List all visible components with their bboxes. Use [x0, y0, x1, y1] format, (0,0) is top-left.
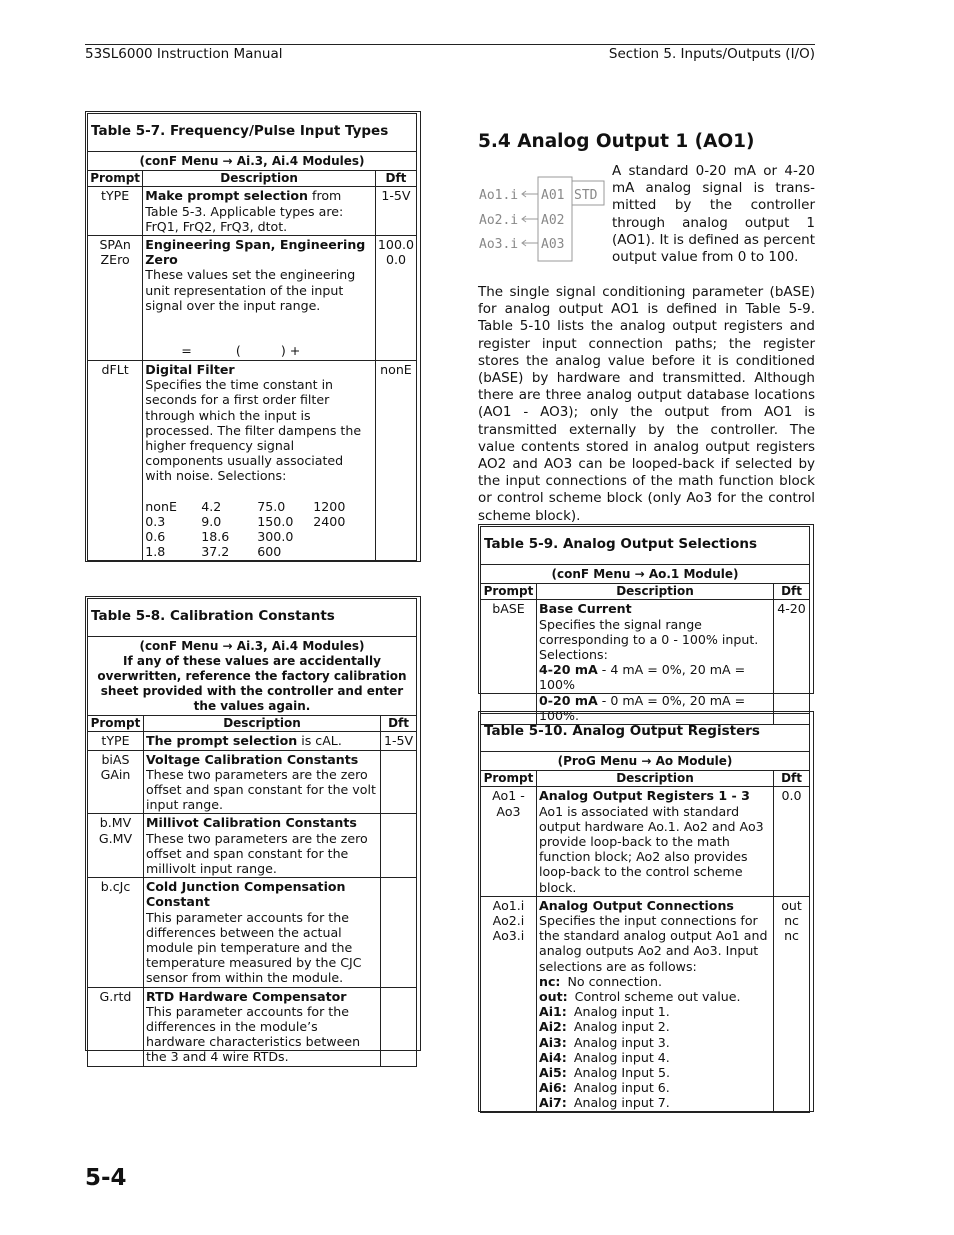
- prompt-cell: tYPE: [88, 187, 143, 236]
- default-cell: [381, 750, 417, 814]
- connection-option: nc: No connection.: [538, 973, 662, 989]
- header-section-title: Section 5. Inputs/Outputs (I/O): [608, 46, 815, 62]
- prompt-cell: b.MV G.MV: [88, 814, 144, 878]
- default-cell: 100.0 0.0: [375, 236, 416, 361]
- description-cell: Base Current Specifies the signal range corresponding to a 0 - 100% input. Selections: 4-20 mA - 4 mA = 0%, 20 mA = 100% 0-20 mA - 0 mA = 0%, 20 mA = 100%.: [536, 600, 773, 725]
- filter-option: 9.0: [201, 513, 222, 529]
- filter-option: 2400: [313, 513, 346, 529]
- filter-option: [313, 544, 369, 559]
- default-cell: 1-5V: [375, 187, 416, 236]
- table-row: [88, 750, 417, 814]
- col-description: Description: [143, 716, 380, 732]
- col-default: Dft: [375, 171, 416, 187]
- description-cell: Cold Junction Compensation Constant This parameter accounts for the differences between the actual module pin temperature and the temperature measured by the CJC sensor from within the module.: [143, 878, 380, 987]
- col-description: Description: [536, 771, 773, 787]
- description-cell: RTD Hardware Compensator This parameter accounts for the differences in the module’s hardware characteristics between the 3 and 4 wire RTDs.: [143, 987, 380, 1066]
- table-context: (ProG Menu → Ao Module): [481, 752, 810, 771]
- section-title: 5.4 Analog Output 1 (AO1): [478, 131, 755, 152]
- description-cell: Analog Output Connections Specifies the input connections for the standard analog output Ao1 and analog outputs Ao2 and Ao3. Input selections are as follows: nc: No connection. out: Control scheme out value. Ai1: Analog input 1. Ai2: Analog input 2. Ai3: Analog input 3. Ai4: Analog input 4. Ai5: Analog Input 5. Ai6: Analog input 6. Ai7: Analog input 7.: [536, 896, 773, 1112]
- prompt-cell: b.cJc: [88, 878, 144, 987]
- prompt-cell: SPAn ZEro: [88, 236, 143, 361]
- fig-block-label: A03: [541, 237, 565, 252]
- description-cell: Digital Filter Specifies the time constant in seconds for a first order filter through which the input is processed. The filter dampens the higher frequency signal components usually associated with noise. Selections: nonE 4.2 75.0 1200 0.3 9.0 150.0 2400 0.6 18.6 300.0 1.8 37.2 600: [143, 361, 376, 561]
- table-caption: Table 5-8. Calibration Constants: [88, 599, 417, 637]
- connection-option: Ai5: Analog Input 5.: [538, 1065, 671, 1081]
- col-default: Dft: [381, 716, 417, 732]
- table-row: [481, 896, 810, 1112]
- connection-option: Ai4: Analog input 4.: [538, 1049, 670, 1065]
- table-context: (conF Menu → Ai.3, Ai.4 Modules) If any of these values are accidentally overwritten, reference the factory calibration sheet provided with the controller and enter the values again.: [88, 637, 417, 716]
- prompt-cell: bASE: [481, 600, 537, 725]
- description-cell: Millivot Calibration Constants These two parameters are the zero offset and span constant for the millivolt input range.: [143, 814, 380, 878]
- col-prompt: Prompt: [88, 171, 143, 187]
- span-formula: = ( ) +: [181, 343, 301, 359]
- description-cell: Analog Output Registers 1 - 3 Ao1 is associated with standard output hardware Ao.1. Ao2 and Ao3 provide loop-back to the math function block; Ao2 also provides loop-back to the control scheme block.: [536, 787, 773, 896]
- section-intro: A standard 0-20 mA or 4-20 mA analog signal is trans-mitted by the controller through analog output 1 (AO1). It is defined as percent output value from 0 to 100.: [612, 163, 815, 266]
- default-cell: [381, 878, 417, 987]
- prompt-cell: G.rtd: [88, 987, 144, 1066]
- filter-option: 0.6: [145, 529, 166, 545]
- table-row: [88, 987, 417, 1066]
- table-caption: Table 5-10. Analog Output Registers: [481, 714, 810, 752]
- filter-selections: [145, 499, 373, 560]
- default-cell: out nc nc: [774, 896, 810, 1112]
- col-description: Description: [143, 171, 376, 187]
- table-row: [481, 787, 810, 896]
- default-cell: 1-5V: [381, 732, 417, 750]
- section-paragraph: The single signal conditioning parameter (bASE) for analog output AO1 is defined in Table 5-9. Table 5-10 lists the analog output registers and register input connection paths; the register stores the analog value before it is conditioned (bASE) by hardware and transmitted. Although there are three analog output database locations (AO1 - AO3); only the output from AO1 is transmitted externally by the controller. The value contents stored in analog output registers AO2 and AO3 can be looped-back if selected by the input connections of the math function block or control scheme block (only Ao3 for the control scheme block).: [478, 284, 815, 524]
- default-cell: [381, 814, 417, 878]
- table-row: [88, 361, 417, 561]
- connection-option: Ai6: Analog input 6.: [538, 1080, 670, 1096]
- fig-std-label: STD: [574, 188, 598, 203]
- page-number: 5-4: [85, 1165, 127, 1191]
- running-header: [85, 44, 815, 63]
- description-cell: The prompt selection is cAL.: [143, 732, 380, 750]
- fig-block-label: A01: [541, 188, 565, 203]
- description-cell: Make prompt selection from Table 5-3. Applicable types are: FrQ1, FrQ2, FrQ3, dtot.: [143, 187, 376, 236]
- col-default: Dft: [774, 771, 810, 787]
- connection-list: [539, 974, 771, 1111]
- filter-option: 1.8: [145, 544, 166, 560]
- prompt-cell: Ao1.i Ao2.i Ao3.i: [481, 896, 537, 1112]
- fig-block-label: A02: [541, 213, 565, 228]
- fig-input-label: Ao1.i: [479, 188, 519, 203]
- filter-option: nonE: [145, 498, 177, 514]
- table-row: [88, 187, 417, 236]
- analog-output-diagram: [478, 175, 606, 263]
- table-row: [88, 878, 417, 987]
- prompt-cell: biAS GAin: [88, 750, 144, 814]
- table-row: [481, 600, 810, 725]
- filter-option: 37.2: [201, 544, 230, 560]
- filter-option: 150.0: [257, 513, 294, 529]
- connection-option: Ai7: Analog input 7.: [538, 1095, 670, 1111]
- filter-option: 75.0: [257, 498, 286, 514]
- table-5-10: [480, 713, 810, 1113]
- connection-option: Ai3: Analog input 3.: [538, 1034, 670, 1050]
- connection-option: Ai2: Analog input 2.: [538, 1019, 670, 1035]
- col-prompt: Prompt: [481, 584, 537, 600]
- col-default: Dft: [774, 584, 810, 600]
- table-row: [88, 732, 417, 750]
- fig-input-label: Ao3.i: [479, 237, 519, 252]
- table-5-8-body: [88, 732, 417, 1066]
- filter-option: 4.2: [201, 498, 222, 514]
- table-5-8: [87, 598, 417, 1067]
- header-manual-title: 53SL6000 Instruction Manual: [85, 46, 283, 62]
- table-row: [88, 814, 417, 878]
- filter-option: 300.0: [257, 529, 294, 545]
- prompt-cell: tYPE: [88, 732, 144, 750]
- col-description: Description: [536, 584, 773, 600]
- default-cell: 4-20: [774, 600, 810, 725]
- connection-option: Ai1: Analog input 1.: [538, 1004, 670, 1020]
- table-caption: Table 5-7. Frequency/Pulse Input Types: [88, 114, 417, 152]
- table-row: [88, 236, 417, 361]
- filter-option: 600: [257, 544, 282, 560]
- fig-input-label: Ao2.i: [479, 213, 519, 228]
- filter-option: 0.3: [145, 513, 166, 529]
- col-prompt: Prompt: [88, 716, 144, 732]
- filter-option: 18.6: [201, 529, 230, 545]
- default-cell: [381, 987, 417, 1066]
- filter-option: 1200: [313, 498, 346, 514]
- col-prompt: Prompt: [481, 771, 537, 787]
- description-cell: Engineering Span, Engineering Zero These values set the engineering unit representation of the input signal over the input range. = ( ) +: [143, 236, 376, 361]
- table-5-9: [480, 526, 810, 725]
- prompt-cell: Ao1 - Ao3: [481, 787, 537, 896]
- default-cell: 0.0: [774, 787, 810, 896]
- filter-option: [313, 529, 369, 544]
- table-caption: Table 5-9. Analog Output Selections: [481, 527, 810, 565]
- table-5-7: [87, 113, 417, 561]
- description-cell: Voltage Calibration Constants These two parameters are the zero offset and span constant for the volt input range.: [143, 750, 380, 814]
- prompt-cell: dFLt: [88, 361, 143, 561]
- table-context: (conF Menu → Ai.3, Ai.4 Modules): [88, 152, 417, 171]
- calibration-warning: If any of these values are accidentally overwritten, reference the factory calibration sheet provided with the controller and enter the values again.: [97, 654, 407, 714]
- table-context: (conF Menu → Ao.1 Module): [481, 565, 810, 584]
- connection-option: out: Control scheme out value.: [538, 989, 741, 1005]
- default-cell: nonE: [375, 361, 416, 561]
